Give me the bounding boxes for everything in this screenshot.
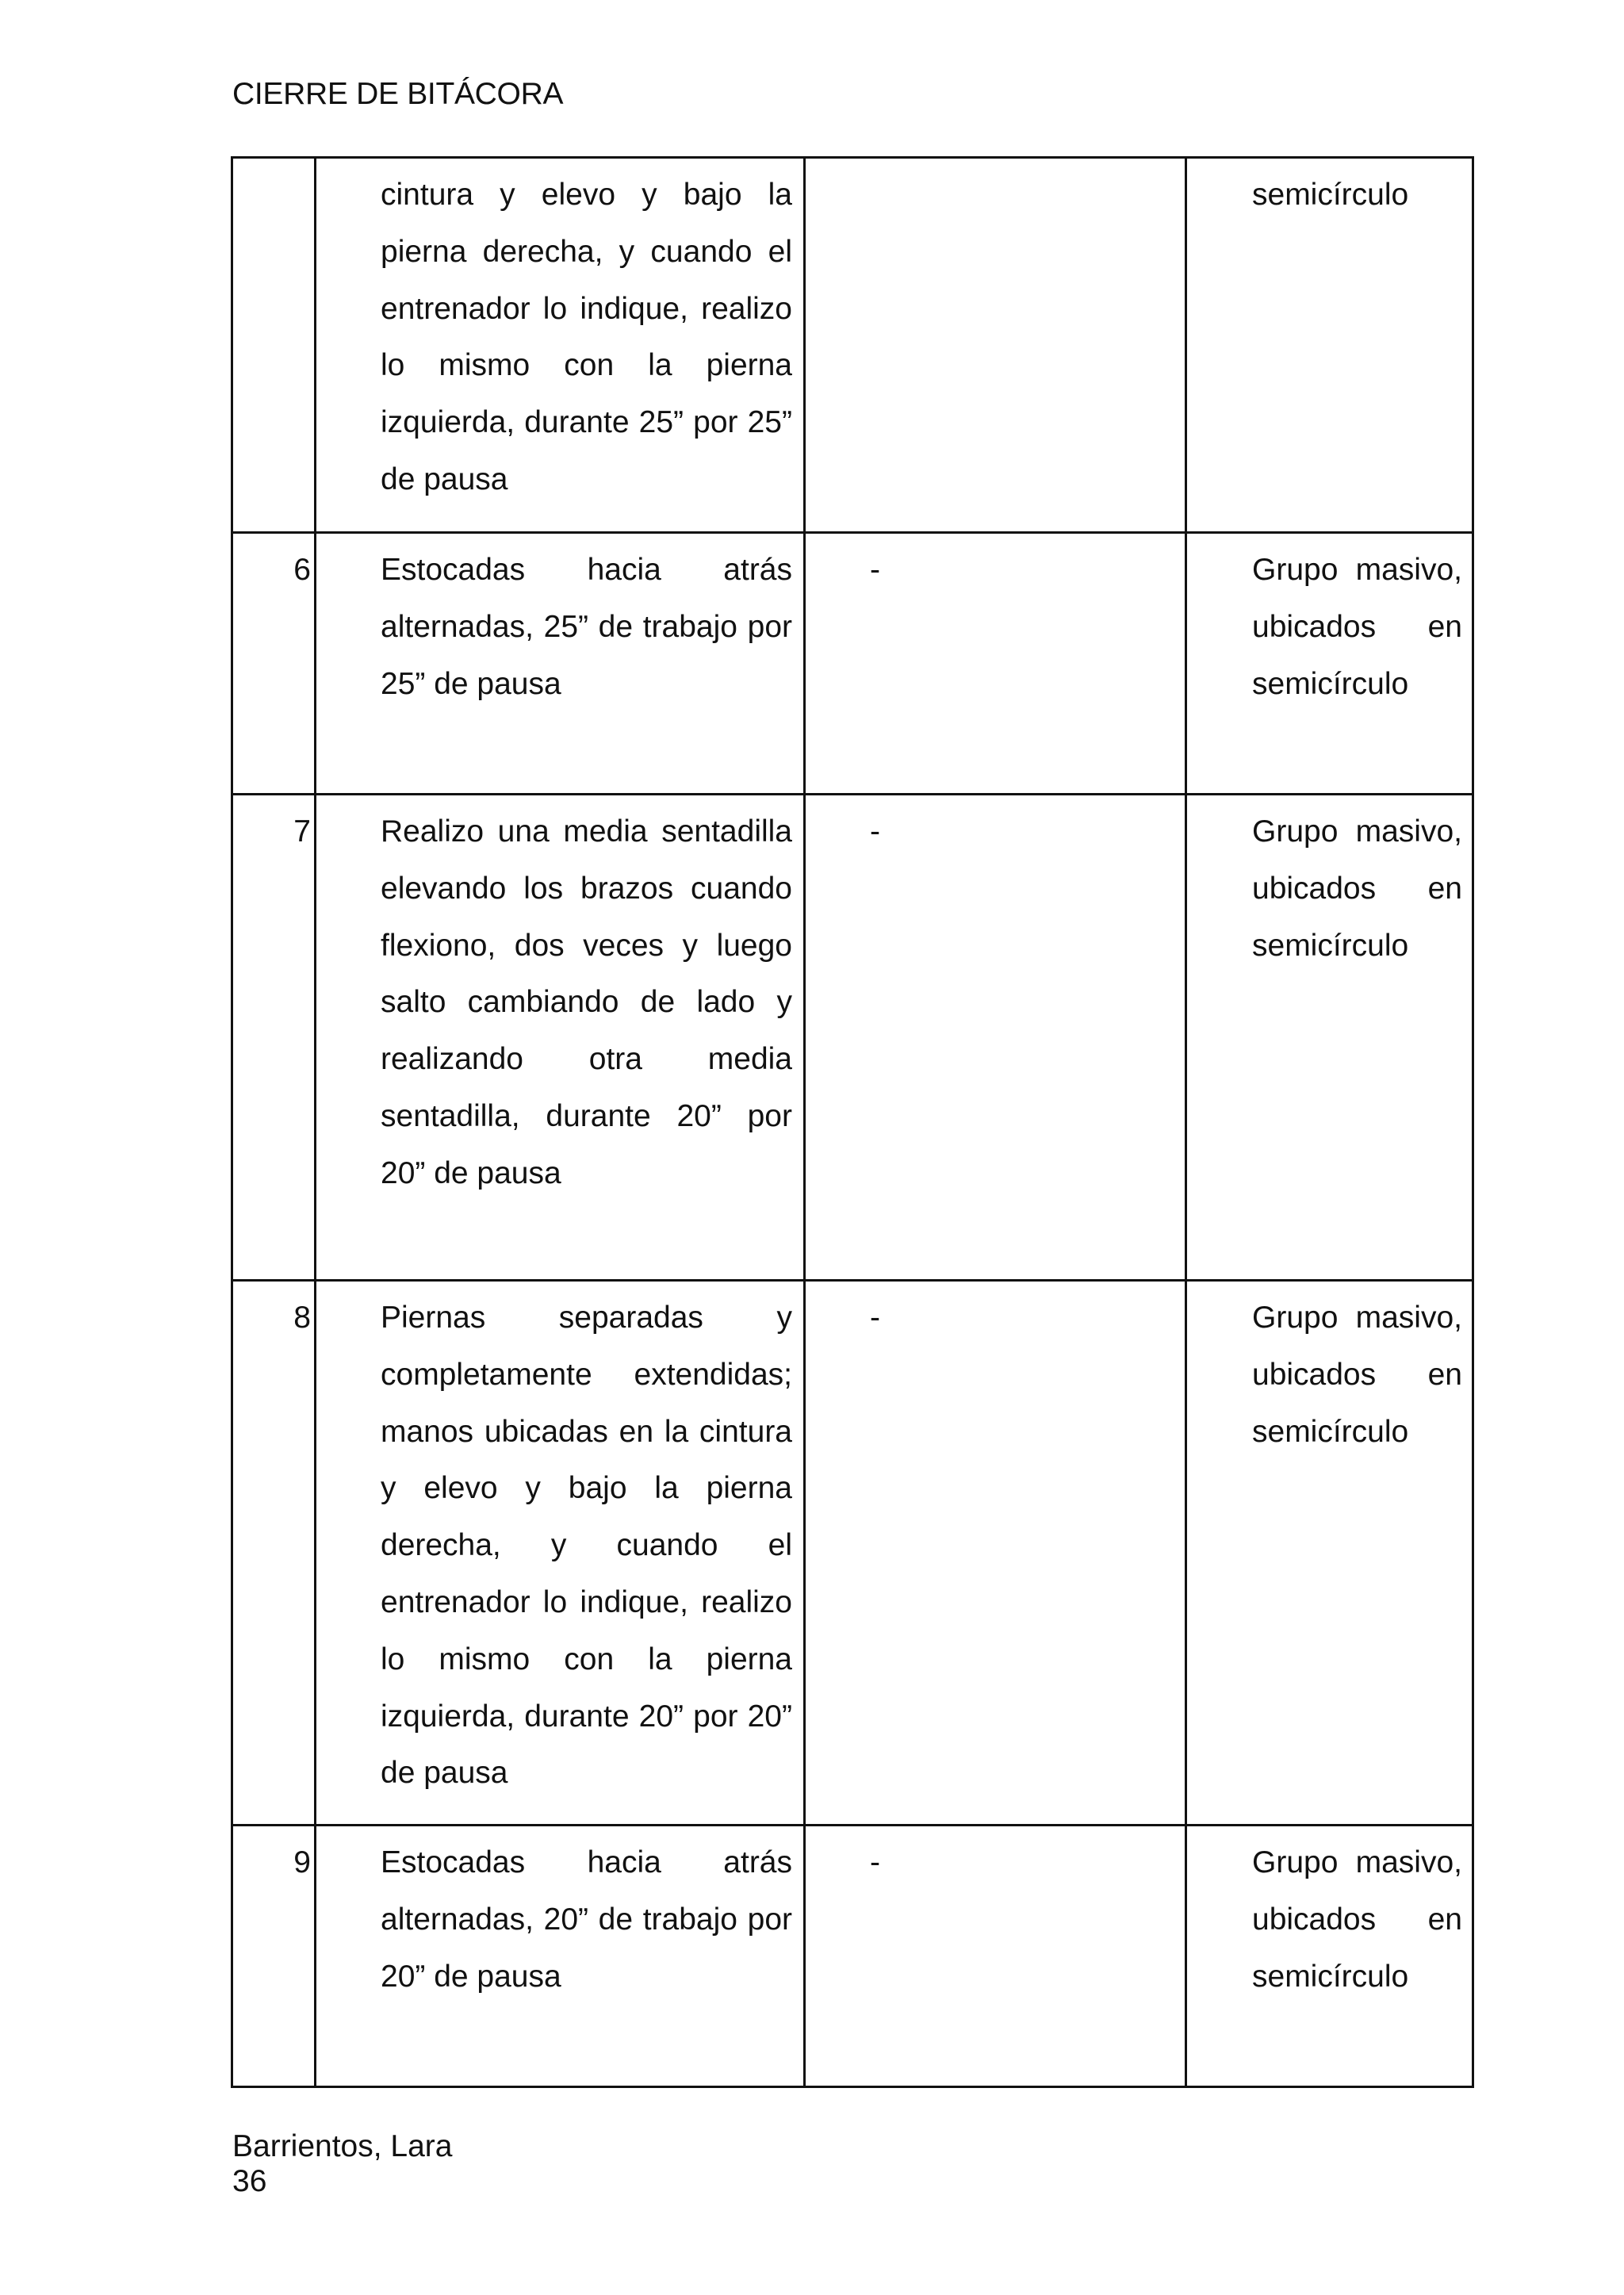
- exercise-description-cell: cintura y elevo y bajo la pierna derecha, y cuando el entrenador lo indique, realizo lo mismo con la pierna izquierda, durante 25” por 25” de pausa: [316, 158, 805, 533]
- organization-cell: Grupo masivo, ubicados en semicírculo: [1186, 795, 1473, 1281]
- organization-cell: semicírculo: [1186, 158, 1473, 533]
- row-number-cell: 9: [232, 1826, 316, 2087]
- organization-cell: Grupo masivo, ubicados en semicírculo: [1186, 1281, 1473, 1826]
- exercise-log-table: [231, 156, 1474, 2088]
- row-number-cell: 7: [232, 795, 316, 1281]
- material-cell: -: [805, 795, 1186, 1281]
- exercise-description-cell: Realizo una media sentadilla elevando los brazos cuando flexiono, dos veces y luego salto cambiando de lado y realizando otra media sentadilla, durante 20” por 20” de pausa: [316, 795, 805, 1281]
- row-number-cell: [232, 158, 316, 533]
- table-row: [232, 533, 1473, 795]
- exercise-description-cell: Estocadas hacia atrás alternadas, 25” de trabajo por 25” de pausa: [316, 533, 805, 795]
- exercise-description-cell: Piernas separadas y completamente extendidas; manos ubicadas en la cintura y elevo y bajo la pierna derecha, y cuando el entrenador lo indique, realizo lo mismo con la pierna izquierda, durante 20” por 20” de pausa: [316, 1281, 805, 1826]
- table-row: [232, 1281, 1473, 1826]
- organization-cell: Grupo masivo, ubicados en semicírculo: [1186, 533, 1473, 795]
- material-cell: -: [805, 1826, 1186, 2087]
- material-cell: [805, 158, 1186, 533]
- exercise-description-cell: Estocadas hacia atrás alternadas, 20” de trabajo por 20” de pausa: [316, 1826, 805, 2087]
- row-number-cell: 8: [232, 1281, 316, 1826]
- table-row: [232, 1826, 1473, 2087]
- organization-cell: Grupo masivo, ubicados en semicírculo: [1186, 1826, 1473, 2087]
- footer-author: Barrientos, Lara: [232, 2129, 453, 2163]
- material-cell: -: [805, 1281, 1186, 1826]
- page-number: 36: [232, 2164, 267, 2198]
- document-header-title: CIERRE DE BITÁCORA: [232, 77, 564, 111]
- table-row: [232, 795, 1473, 1281]
- material-cell: -: [805, 533, 1186, 795]
- row-number-cell: 6: [232, 533, 316, 795]
- table-row: [232, 158, 1473, 533]
